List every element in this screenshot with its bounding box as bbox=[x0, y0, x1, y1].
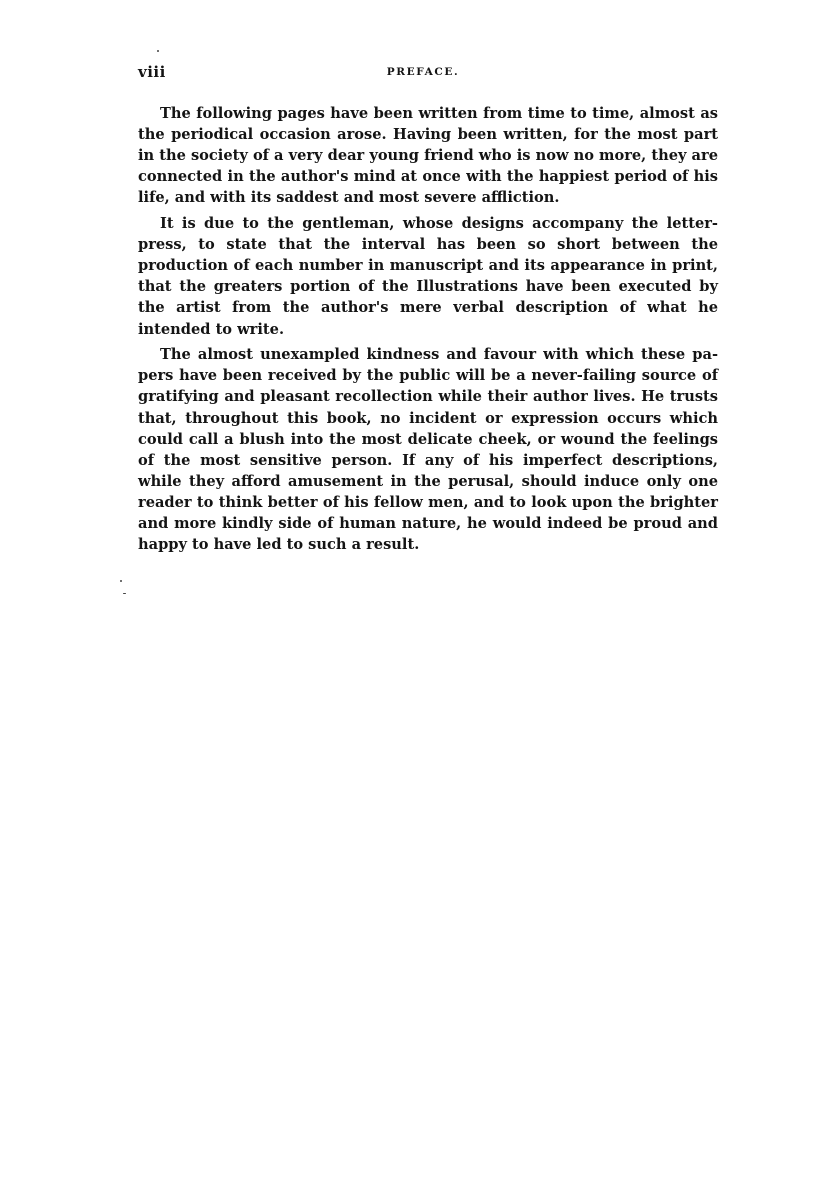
paragraph-2: It is due to the gentleman, whose designs accompany the letter-press, to state that the interval has been so short between the production of each number in manuscript and its appearance in print, that the greaters portion of the Illustrations have been executed by the artist from the author's mere verbal description of what he intended to write. bbox=[138, 215, 718, 338]
page-number: viii bbox=[138, 63, 166, 81]
paragraph-3: The almost unexampled kindness and favour with which these papers have been received by the public will be a never-failing source of gratifying and pleasant recollection while their author lives. He trusts that, throughout this book, no incident or expression occurs which could call a blush into the most delicate cheek, or wound the feelings of the most sensitive person. If any of his imperfect descriptions, while they afford amusement in the perusal, should induce only one reader to think better of his fellow men, and to look upon the brighter and more kindly side of human nature, he would indeed be proud and happy to have led to such a result. bbox=[138, 346, 718, 554]
running-title: PREFACE. bbox=[386, 66, 460, 78]
preface-body bbox=[138, 103, 718, 560]
scan-speck bbox=[123, 593, 126, 594]
scan-speck bbox=[120, 580, 122, 582]
paragraph-1: The following pages have been written from time to time, almost as the periodical occasion arose. Having been written, for the most part in the society of a very dear young friend who is now no more, they are connected in the author's mind at once with the happiest period of his life, and with its saddest and most severe affliction. bbox=[138, 105, 718, 207]
scan-speck bbox=[157, 50, 159, 52]
